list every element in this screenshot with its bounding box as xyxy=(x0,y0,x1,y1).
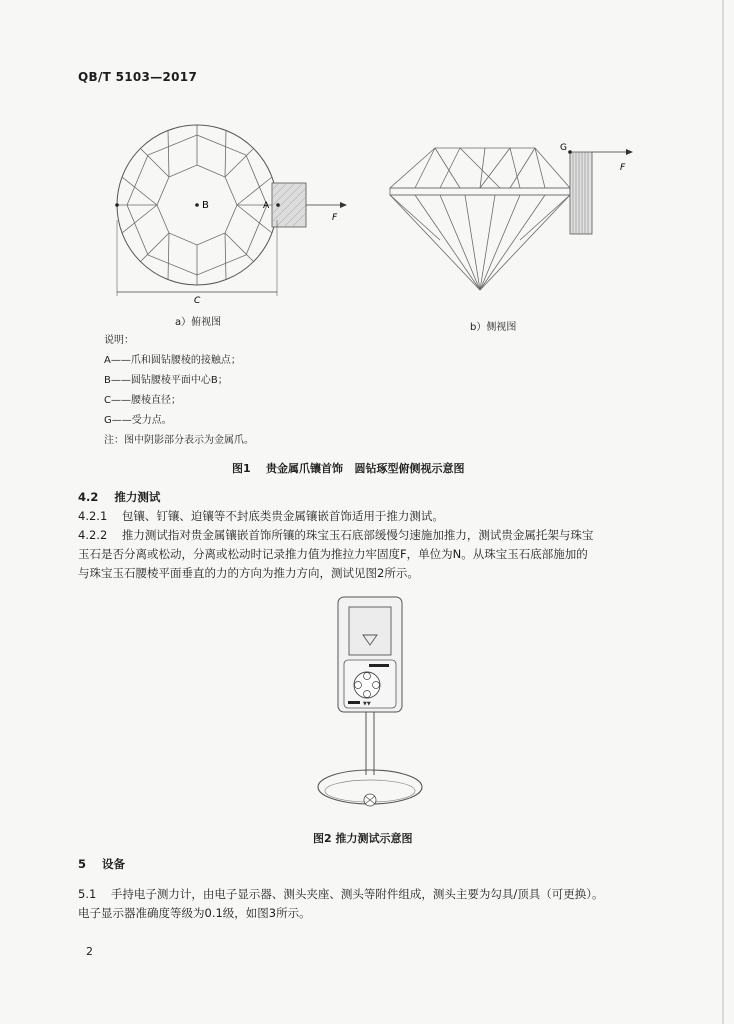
legend-item-c: C——腰棱直径； xyxy=(104,395,181,406)
section-4-2-2-line2: 玉石是否分离或松动，分离或松动时记录推力值为推拉力牢固度F，单位为N。从珠宝玉石底部施加的 xyxy=(78,547,588,561)
figure2-caption: 图2 推力测试示意图 xyxy=(313,832,413,845)
force-point-g xyxy=(568,150,572,154)
label-f-side: F xyxy=(620,163,626,173)
label-c: C xyxy=(194,296,201,306)
section-5-1-line1: 5.1 手持电子测力计，由电子显示器、测头夹座、测头等附件组成，测头主要为勾具/顶具（可更换）。 xyxy=(78,887,604,901)
figure1-side-view xyxy=(380,140,650,310)
side-force-arrow-head xyxy=(626,149,633,155)
tester-left-key xyxy=(348,701,360,704)
legend-item-a: A——爪和圆钻腰棱的接触点； xyxy=(104,355,241,366)
center-point-b xyxy=(195,203,199,207)
tester-display xyxy=(349,607,391,655)
figure1-top-view xyxy=(100,120,360,335)
contact-point-a xyxy=(276,203,280,207)
legend-title: 说明： xyxy=(104,335,134,346)
figure1-note: 注：图中阴影部分表示为金属爪。 xyxy=(104,435,254,446)
section-4-2-1: 4.2.1 包镶、钉镶、迫镶等不封底类贵金属镶嵌首饰适用于推力测试。 xyxy=(78,509,444,523)
section-4-2-title: 4.2 推力测试 xyxy=(78,490,161,504)
standard-header: QB/T 5103—2017 xyxy=(78,70,198,84)
metal-prong-side xyxy=(570,152,592,234)
section-4-2-2-line1: 4.2.2 推力测试指对贵金属镶嵌首饰所镶的珠宝玉石底部缓慢匀速施加推力，测试贵金属托架与珠宝 xyxy=(78,528,594,542)
figure1-caption: 图1 贵金属爪镶首饰 圆钻琢型俯侧视示意图 xyxy=(232,462,465,475)
page-edge-shadow xyxy=(722,0,724,1024)
legend-item-g: G——受力点。 xyxy=(104,415,172,426)
section-5-title: 5 设备 xyxy=(78,857,126,871)
section-4-2-2-line3: 与珠宝玉石腰棱平面垂直的力的方向为推力方向，测试见图2所示。 xyxy=(78,566,419,580)
figure2-push-tester xyxy=(305,595,435,815)
legend-item-b: B——圆钻腰棱平面中心B； xyxy=(104,375,228,386)
page-number: 2 xyxy=(86,945,93,958)
svg-text:▼▼: ▼▼ xyxy=(363,701,371,707)
tester-indicator-bar xyxy=(369,664,389,667)
label-a: A xyxy=(263,201,270,211)
section-5-1-line2: 电子显示器准确度等级为0.1级，如图3所示。 xyxy=(78,906,311,920)
force-arrow-head xyxy=(340,202,347,208)
round-diamond-side xyxy=(390,148,570,290)
label-g: G xyxy=(560,143,567,153)
caption-top-view: a）俯视图 xyxy=(175,317,222,328)
girdle-left-point xyxy=(115,203,119,207)
label-f-top: F xyxy=(332,213,338,223)
caption-side-view: b）侧视图 xyxy=(470,322,517,333)
label-b: B xyxy=(202,200,209,211)
direction-pad-icon xyxy=(354,672,380,698)
